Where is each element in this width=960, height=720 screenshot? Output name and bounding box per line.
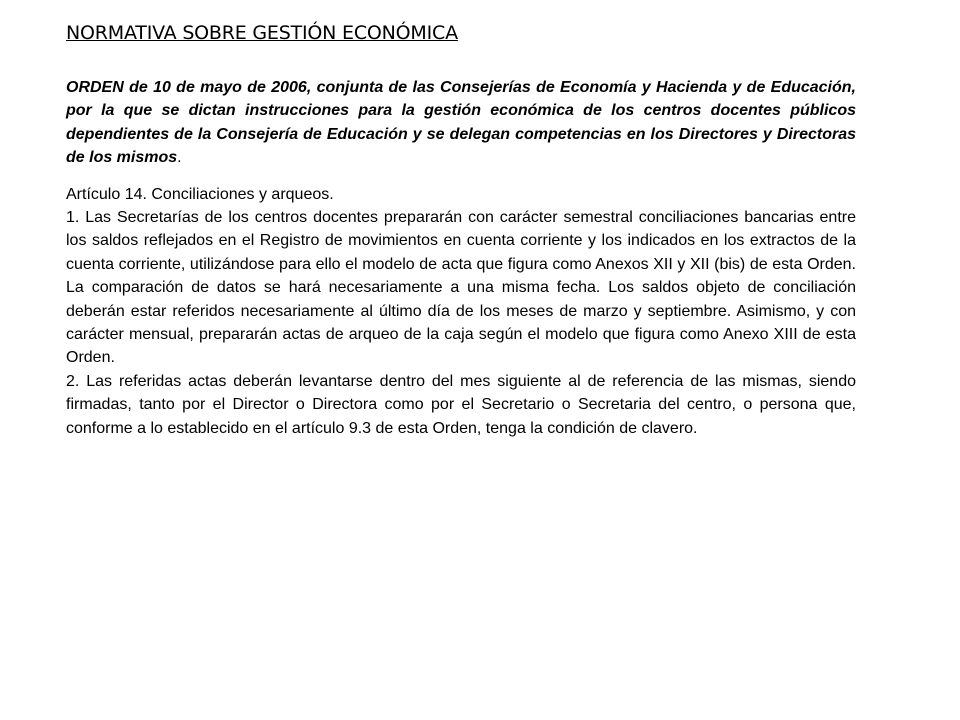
order-end: . [177, 149, 182, 167]
article-paragraph-1: 1. Las Secretarías de los centros docentes prepararán con carácter semestral conciliaciones bancarias entre los saldos reflejados en el Registro de movimientos en cuenta corriente y los indicados en los extractos de la cuenta corriente, utilizándose para ello el modelo de acta que figura como Anexos XII y XII (bis) de esta Orden. La comparación de datos se hará necesariamente a una misma fecha. Los saldos objeto de conciliación deberán estar referidos necesariamente al último día de los meses de marzo y septiembre. Asimismo, y con carácter mensual, prepararán actas de arqueo de la caja según el modelo que figura como Anexo XIII de esta Orden. [66, 209, 856, 367]
article-paragraph-2: 2. Las referidas actas deberán levantarse dentro del mes siguiente al de referencia de las mismas, siendo firmadas, tanto por el Director o Directora como por el Secretario o Secretaria del centro, o persona que, conforme a lo establecido en el artículo 9.3 de esta Orden, tenga la condición de clavero. [66, 372, 856, 437]
paragraph-spacer [66, 170, 856, 183]
document-body [66, 76, 856, 440]
order-text: ORDEN de 10 de mayo de 2006, conjunta de las Consejerías de Economía y Hacienda y de Educación, por la que se dictan instrucciones para la gestión económica de los centros docentes públicos dependientes de la Consejería de Educación y se delegan competencias en los Directores y Directoras de los mismos [66, 79, 856, 167]
page-title: NORMATIVA SOBRE GESTIÓN ECONÓMICA [66, 22, 458, 44]
article-heading: Artículo 14. Conciliaciones y arqueos. [66, 185, 334, 203]
order-reference [66, 76, 856, 170]
